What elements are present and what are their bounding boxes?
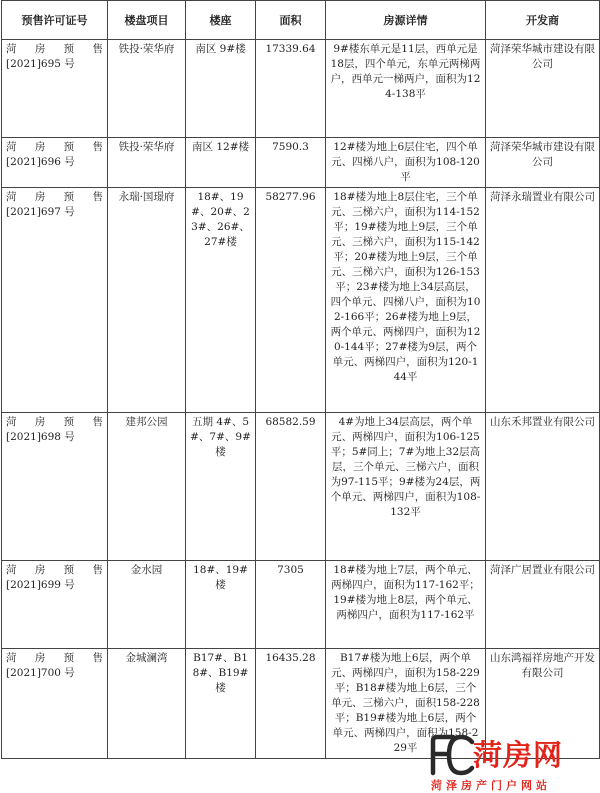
permit-prefix-char: 房 bbox=[34, 141, 46, 153]
permit-prefix bbox=[6, 415, 103, 430]
permit-prefix-char: 预 bbox=[63, 141, 75, 153]
cell-area: 17339.64 bbox=[256, 40, 326, 138]
cell-developer: 山东鸿福祥房地产开发有限公司 bbox=[486, 649, 600, 759]
table-row bbox=[2, 40, 600, 138]
cell-detail: 12#楼为地上6层住宅，四个单元、四梯八户，面积为108-120平 bbox=[326, 138, 486, 188]
table-row bbox=[2, 188, 600, 413]
cell-permit-number bbox=[2, 649, 108, 759]
permit-prefix bbox=[6, 42, 103, 57]
header-developer: 开发商 bbox=[486, 1, 600, 40]
permit-prefix-char: 房 bbox=[34, 191, 46, 203]
permit-prefix-char: 预 bbox=[63, 43, 75, 55]
cell-detail: 18#楼为地上7层，两个单元、两梯四户，面积为117-162平；19#楼为地上8层，两个单元、两梯四户，面积为117-162平 bbox=[326, 561, 486, 649]
cell-project: 铁投·荣华府 bbox=[108, 40, 186, 138]
watermark-slogan: 菏泽房产门户网站 bbox=[431, 779, 551, 792]
fc-logo-icon bbox=[429, 733, 475, 777]
permit-number: [2021]695 号 bbox=[6, 58, 75, 70]
cell-project: 建邦公园 bbox=[108, 413, 186, 561]
cell-permit-number bbox=[2, 40, 108, 138]
permit-prefix-char: 预 bbox=[63, 191, 75, 203]
permit-prefix bbox=[6, 563, 103, 578]
permit-prefix-char: 房 bbox=[34, 43, 46, 55]
cell-developer: 菏泽广居置业有限公司 bbox=[486, 561, 600, 649]
cell-permit-number bbox=[2, 413, 108, 561]
cell-developer: 菏泽荣华城市建设有限公司 bbox=[486, 138, 600, 188]
cell-project: 铁投·荣华府 bbox=[108, 138, 186, 188]
cell-area: 68582.59 bbox=[256, 413, 326, 561]
cell-project: 金水园 bbox=[108, 561, 186, 649]
permit-prefix bbox=[6, 190, 103, 205]
permit-prefix-char: 售 bbox=[92, 141, 103, 153]
permit-prefix-char: 售 bbox=[92, 43, 103, 55]
cell-detail: B17#楼为地上6层，两个单元、两梯四户，面积为158-229平；B18#楼为地上6层，三个单元、三梯六户，面积158-228平；B19#楼为地上6层，两个单元、两梯四户，面积为158-229平 bbox=[326, 649, 486, 759]
watermark bbox=[429, 733, 594, 791]
cell-building: 南区 9#楼 bbox=[186, 40, 256, 138]
cell-developer: 菏泽荣华城市建设有限公司 bbox=[486, 40, 600, 138]
permit-number: [2021]697 号 bbox=[6, 206, 75, 218]
cell-permit-number bbox=[2, 138, 108, 188]
permit-prefix-char: 售 bbox=[92, 191, 103, 203]
permit-prefix-char: 预 bbox=[63, 564, 75, 576]
header-project: 楼盘项目 bbox=[108, 1, 186, 40]
permit-prefix-char: 售 bbox=[92, 564, 103, 576]
cell-area: 16435.28 bbox=[256, 649, 326, 759]
table-row bbox=[2, 413, 600, 561]
permit-number: [2021]698 号 bbox=[6, 431, 75, 443]
cell-building: B17#、B18#、B19#楼 bbox=[186, 649, 256, 759]
permit-prefix-char: 菏 bbox=[6, 416, 17, 428]
permit-prefix-char: 菏 bbox=[6, 652, 17, 664]
cell-building: 18#、19#楼 bbox=[186, 561, 256, 649]
cell-building: 南区 12#楼 bbox=[186, 138, 256, 188]
permit-prefix-char: 预 bbox=[63, 416, 75, 428]
cell-permit-number bbox=[2, 188, 108, 413]
permit-prefix-char: 菏 bbox=[6, 141, 17, 153]
cell-developer: 菏泽永瑞置业有限公司 bbox=[486, 188, 600, 413]
cell-area: 7590.3 bbox=[256, 138, 326, 188]
permit-prefix-char: 菏 bbox=[6, 564, 17, 576]
cell-building: 五期 4#、5#、7#、9#楼 bbox=[186, 413, 256, 561]
permit-prefix-char: 房 bbox=[34, 416, 46, 428]
header-building: 楼座 bbox=[186, 1, 256, 40]
cell-project: 金城澜湾 bbox=[108, 649, 186, 759]
header-detail: 房源详情 bbox=[326, 1, 486, 40]
permit-number: [2021]699 号 bbox=[6, 579, 75, 591]
cell-detail: 18#楼为地上8层住宅，三个单元、三梯六户，面积为114-152平；19#楼为地上9层，三个单元、三梯六户，面积为115-142平；20#楼为地上9层，三个单元、三梯六户，面积为126-153平；23#楼为地上34层高层，四个单元、四梯八户，面积为102-166平；26#楼为地上9层，两个单元、两梯四户，面积为120-144平；27#楼为9层，两个单元、两梯四户，面积为120-144平 bbox=[326, 188, 486, 413]
header-area: 面积 bbox=[256, 1, 326, 40]
cell-area: 7305 bbox=[256, 561, 326, 649]
permit-prefix-char: 售 bbox=[92, 652, 103, 664]
permit-prefix-char: 房 bbox=[34, 564, 46, 576]
table-row bbox=[2, 561, 600, 649]
cell-project: 永瑞·国璟府 bbox=[108, 188, 186, 413]
table-row bbox=[2, 138, 600, 188]
permit-prefix-char: 菏 bbox=[6, 191, 17, 203]
permit-prefix-char: 售 bbox=[92, 416, 103, 428]
cell-permit-number bbox=[2, 561, 108, 649]
table-header-row bbox=[2, 1, 600, 40]
permit-prefix bbox=[6, 651, 103, 666]
cell-detail: 4#为地上34层高层，两个单元、两梯四户，面积为106-125平；5#同上；7#为地上32层高层，三个单元、三梯六户，面积为97-115平；9#楼为24层，两个单元、两梯四户，面积为108-132平 bbox=[326, 413, 486, 561]
permit-number: [2021]696 号 bbox=[6, 156, 75, 168]
presale-permit-table bbox=[1, 0, 600, 759]
permit-prefix bbox=[6, 140, 103, 155]
permit-number: [2021]700 号 bbox=[6, 667, 75, 679]
header-permit-number: 预售许可证号 bbox=[2, 1, 108, 40]
watermark-brand-name: 菏房网 bbox=[473, 738, 564, 772]
permit-prefix-char: 预 bbox=[63, 652, 75, 664]
permit-prefix-char: 房 bbox=[34, 652, 46, 664]
cell-area: 58277.96 bbox=[256, 188, 326, 413]
cell-detail: 9#楼东单元是11层，西单元是18层，四个单元，东单元两梯两户，西单元一梯两户，面积为124-138平 bbox=[326, 40, 486, 138]
cell-building: 18#、19#、20#、23#、26#、27#楼 bbox=[186, 188, 256, 413]
cell-developer: 山东禾邦置业有限公司 bbox=[486, 413, 600, 561]
permit-prefix-char: 菏 bbox=[6, 43, 17, 55]
